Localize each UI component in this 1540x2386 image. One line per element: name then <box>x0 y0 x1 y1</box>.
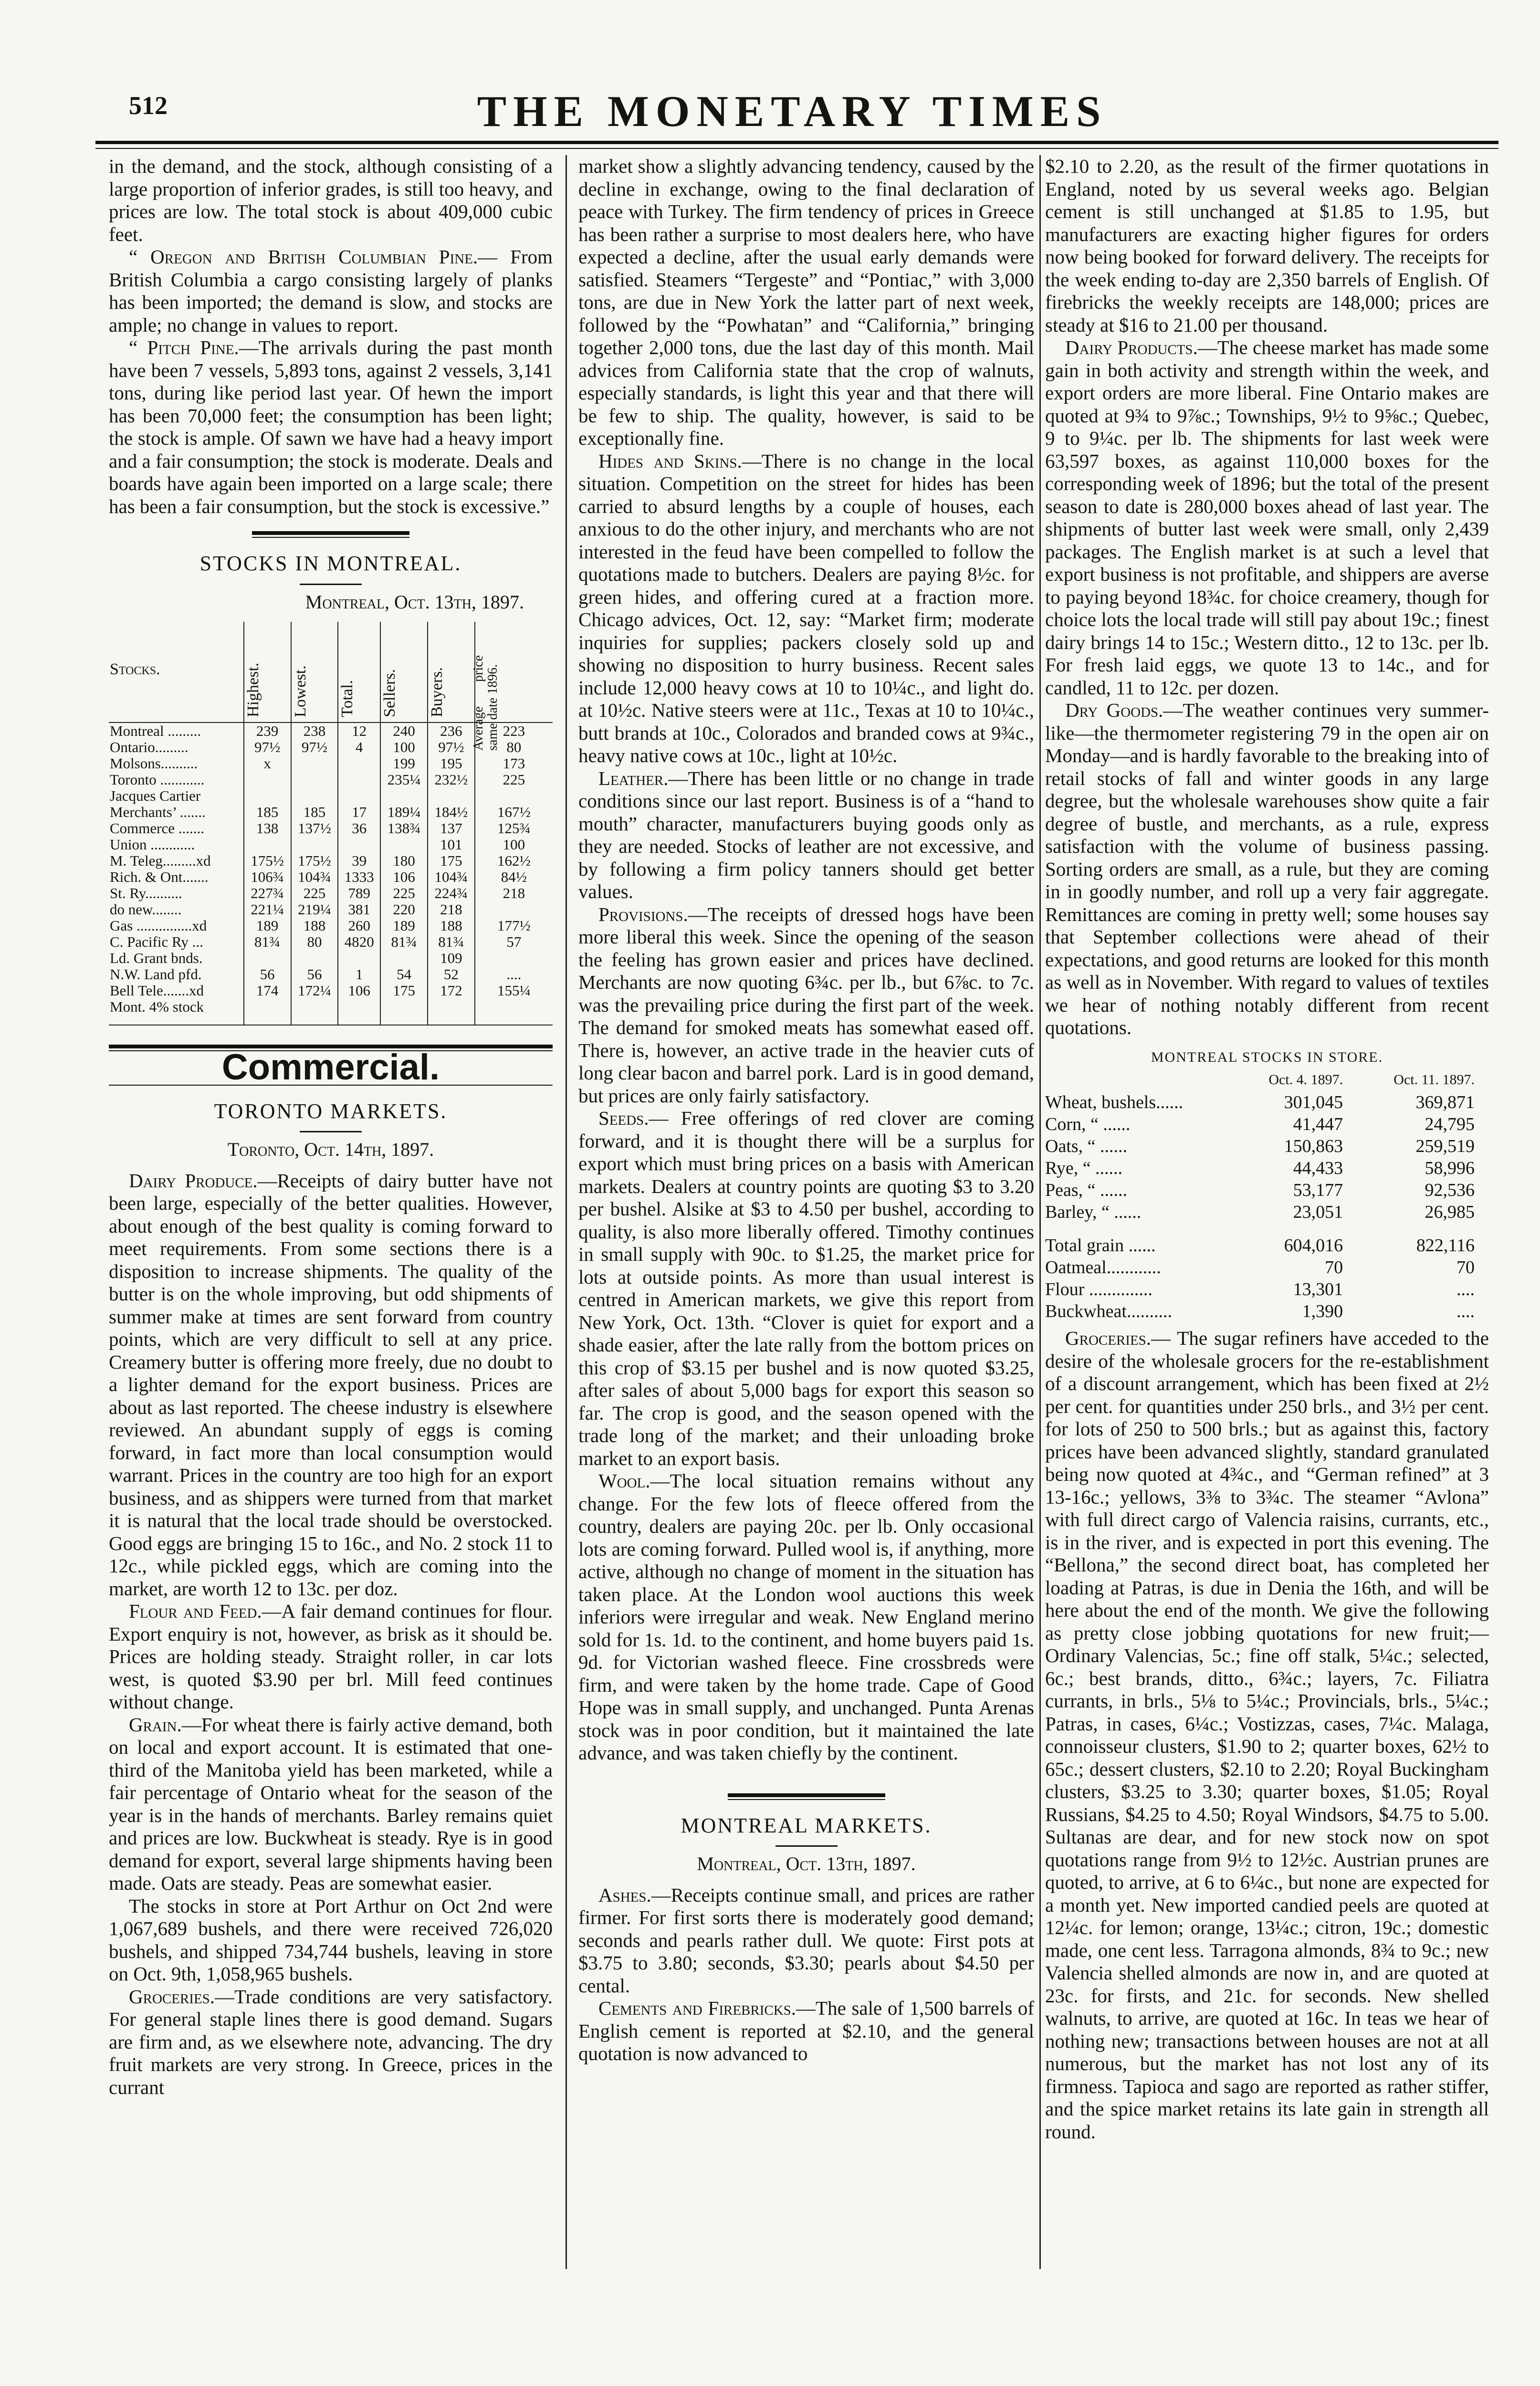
stock-value-cell: 39 <box>338 853 380 869</box>
stock-value-cell: 167½ <box>475 804 553 820</box>
paragraph: market show a slightly advancing tendency, caused by the decline in exchange, owing to the final declaration of peace with Turkey. The firm tendency of prices in Greece has been rather a surprise to most dealers here, who have expected a decline, after the usual early demands were satisfied. Steamers “Tergeste” and “Pontiac,” with 3,000 tons, are due in New York the latter part of next week, followed by the “Powhatan” and “California,” bringing together 2,000 tons, due the last day of this month. Mail advices from California state that the crop of walnuts, especially standards, is light this year and that there will be few to ship. The quality, however, is said to be exceptionally fine. <box>578 155 1034 449</box>
stock-value-cell <box>475 788 553 804</box>
paragraph-text: The weather continues very summer-like—the thermometer registering 79 in the open air on Monday—and is hardly favorable to the breaking into of retail stocks of fall and winter goods in any large degree, but the wholesale warehouses show quite a fair degree of bustle, and merchants, as a rule, express satisfaction with the volume of business passing. Sorting orders are small, as a rule, but they are coming in in goodly number, and roll up a very fair aggregate. Remittances are coming in pretty well; some houses say that September collections were ahead of their expectations, and good returns are looked for this month as well as in November. With regard to values of textiles we hear of nothing notably different from recent quotations. <box>1045 699 1489 1038</box>
stocks-col-header: Stocks. <box>109 622 244 722</box>
store-value-cell: 150,863 <box>1284 1136 1343 1156</box>
stock-value-cell <box>475 950 553 966</box>
toronto-heading: TORONTO MARKETS. <box>214 1099 448 1123</box>
stock-name-cell: Commerce ....... <box>110 820 205 837</box>
stock-value-cell: 175½ <box>244 853 291 869</box>
paragraph <box>578 1470 1034 1765</box>
stocks-col-header-text: Lowest. <box>291 665 309 717</box>
paragraph-text: The sale of 1,500 barrels of English cement is reported at $2.10, and the general quotation is now advanced to <box>578 1997 1034 2064</box>
stock-value-cell <box>380 950 428 966</box>
stock-value-cell: 36 <box>338 820 380 837</box>
table-row <box>109 885 553 901</box>
paragraph <box>109 1986 553 2099</box>
stock-value-cell: 137 <box>428 820 475 837</box>
stock-value-cell <box>428 788 475 804</box>
table-row <box>109 918 553 934</box>
table-row <box>109 837 553 853</box>
stock-value-cell: 138¾ <box>380 820 428 837</box>
store-label-cell: Oatmeal............ <box>1045 1257 1161 1277</box>
stocks-dateline: Montreal, Oct. 13th, 1897. <box>305 591 524 613</box>
table-row <box>1045 1256 1489 1278</box>
section-head: Provisions.— <box>598 903 708 925</box>
paragraph <box>578 1884 1034 1998</box>
table-row <box>109 869 553 885</box>
stock-value-cell: 106 <box>338 983 380 999</box>
table-row <box>109 804 553 820</box>
stock-name-cell: do new........ <box>110 901 182 918</box>
store-value-cell: 58,996 <box>1425 1158 1475 1178</box>
stock-value-cell: 80 <box>291 934 338 950</box>
stock-value-cell: 12 <box>338 722 380 739</box>
table-row <box>1045 1157 1489 1179</box>
stock-value-cell: 1 <box>338 966 380 983</box>
stock-value-cell: 225 <box>475 772 553 788</box>
store-value-cell: 23,051 <box>1293 1202 1343 1222</box>
store-label-cell: Wheat, bushels...... <box>1045 1092 1184 1112</box>
stocks-heading: STOCKS IN MONTREAL. <box>199 552 462 575</box>
store-label-cell: Barley, “ ...... <box>1045 1202 1142 1222</box>
stock-value-cell: 189 <box>244 918 291 934</box>
stock-value-cell: 81¾ <box>428 934 475 950</box>
paragraph-text: A fair demand continues for flour. Export enquiry is not, however, as brisk as it should be. Prices are holding steady. Straight roller, in car lots west, is quoted $3.90 per brl. Mill feed continues without change. <box>109 1600 553 1713</box>
stock-name-cell: M. Teleg.........xd <box>110 852 211 869</box>
table-row <box>109 788 553 804</box>
store-value-cell: 822,116 <box>1416 1235 1475 1256</box>
header-rule <box>95 141 1498 144</box>
stock-value-cell <box>291 788 338 804</box>
section-rule-thin <box>728 1799 885 1800</box>
column-1 <box>109 155 553 2293</box>
stock-value-cell: 220 <box>380 901 428 918</box>
stock-name-cell: Toronto ............ <box>110 771 205 788</box>
paragraph <box>109 246 553 336</box>
section-head: “ Pitch Pine.— <box>129 336 259 358</box>
store-label-cell: Flour .............. <box>1045 1279 1152 1299</box>
stock-value-cell: 235¼ <box>380 772 428 788</box>
stock-value-cell <box>291 837 338 853</box>
stock-value-cell: 173 <box>475 755 553 772</box>
paragraph-text: For wheat there is fairly active demand, both on local and export account. It is estimated that one-third of the Manitoba yield has been marketed, while a fair percentage of Ontario wheat for the season of the year is in the hands of merchants. Barley remains quiet and prices are low. Buckwheat is steady. Rye is in good demand for export, several large shipments having been made. Oats are steady. Peas are somewhat easier. <box>109 1713 553 1894</box>
short-rule <box>775 1845 838 1847</box>
store-value-cell: .... <box>1456 1301 1475 1321</box>
store-value-cell: 41,447 <box>1293 1114 1343 1134</box>
stock-value-cell <box>244 788 291 804</box>
store-header-blank <box>1045 1068 1235 1091</box>
stock-value-cell <box>291 950 338 966</box>
stock-value-cell <box>338 772 380 788</box>
stock-value-cell <box>291 772 338 788</box>
paragraph <box>1045 336 1489 699</box>
stocks-table <box>109 622 553 1026</box>
stocks-col-header <box>291 622 338 722</box>
paragraph-text: The arrivals during the past month have been 7 vessels, 5,893 tons, against 2 vessels, 3,141 tons, during like period last year. Of hewn the import has been 70,000 feet; the consumption has been light; the stock is ample. Of sawn we have had a heavy import and a fair consumption; the stock is moderate. Deals and boards have again been imported on a large scale; there has been a fair consumption, but the stock is excessive.” <box>109 336 553 517</box>
header-rule-thin <box>95 148 1498 149</box>
stock-value-cell <box>380 788 428 804</box>
store-label-cell: Oats, “ ...... <box>1045 1136 1128 1156</box>
stock-name-cell: Jacques Cartier <box>110 787 201 804</box>
store-value-cell: .... <box>1456 1279 1475 1299</box>
stock-value-cell: 789 <box>338 885 380 901</box>
stock-value-cell <box>475 999 553 1025</box>
stock-value-cell: 97½ <box>428 739 475 755</box>
paragraph <box>1045 699 1489 1039</box>
section-rule <box>252 531 409 535</box>
stock-value-cell: 52 <box>428 966 475 983</box>
stock-value-cell: 106¾ <box>244 869 291 885</box>
store-value-cell: 70 <box>1456 1257 1475 1277</box>
stock-value-cell: 218 <box>475 885 553 901</box>
section-head: Ashes.— <box>598 1884 671 1906</box>
paragraph <box>578 767 1034 903</box>
stocks-col-header <box>428 622 475 722</box>
stocks-col-header <box>380 622 428 722</box>
store-table-header <box>1045 1068 1489 1091</box>
stock-value-cell <box>475 901 553 918</box>
store-label-cell: Rye, “ ...... <box>1045 1158 1123 1178</box>
store-label-cell: Peas, “ ...... <box>1045 1180 1128 1200</box>
stock-value-cell: 185 <box>291 804 338 820</box>
page-number: 512 <box>129 91 168 120</box>
stock-value-cell: 238 <box>291 722 338 739</box>
stock-name-cell: Molsons.......... <box>110 755 198 772</box>
stock-value-cell <box>291 999 338 1025</box>
stock-value-cell <box>338 950 380 966</box>
toronto-dateline: Toronto, Oct. 14th, 1897. <box>227 1139 434 1160</box>
stock-value-cell: 138 <box>244 820 291 837</box>
store-value-cell: 92,536 <box>1425 1180 1475 1200</box>
stocks-col-header-text: Sellers. <box>381 669 399 717</box>
store-value-cell: 259,519 <box>1415 1136 1475 1156</box>
store-value-cell: 13,301 <box>1293 1279 1343 1299</box>
stock-value-cell: 185 <box>244 804 291 820</box>
stock-value-cell: 81¾ <box>380 934 428 950</box>
stock-name-cell: Mont. 4% stock <box>109 999 244 1025</box>
table-row <box>109 950 553 966</box>
stock-name-cell: Montreal ......... <box>110 722 201 739</box>
stock-value-cell: 100 <box>380 739 428 755</box>
commercial-heading: Commercial. <box>221 1047 440 1088</box>
stock-value-cell: 101 <box>428 837 475 853</box>
stock-name-cell: Ld. Grant bnds. <box>110 950 203 966</box>
store-value-cell: 1,390 <box>1302 1301 1343 1321</box>
paragraph-text: The cheese market has made some gain in both activity and strength within the week, and export orders are more liberal. Fine Ontario makes are quoted at 9¾ to 9⅞c.; Townships, 9½ to 9⅝c.; Quebec, 9 to 9¼c. per lb. The shipments for last week were 63,597 boxes, as against 110,000 boxes for the corresponding week of 1896; but the total of the present season to date is 280,000 boxes ahead of last year. The shipments of butter last week were small, only 2,439 packages. The English market is at such a level that export business is not profitable, and shippers are averse to paying beyond 18¾c. for choice creamery, though for choice lots the local trade will still pay about 19c.; finest dairy brings 14 to 15c.; Western ditto., 12 to 13c. per lb. For fresh laid eggs, we quote 13 to 14c., and for candled, 11 to 12c. per dozen. <box>1045 336 1489 699</box>
section-head: Hides and Skins.— <box>598 450 762 472</box>
store-value-cell: 369,871 <box>1415 1092 1475 1112</box>
table-row <box>109 983 553 999</box>
store-value-cell: 604,016 <box>1284 1235 1343 1256</box>
stock-value-cell: 224¾ <box>428 885 475 901</box>
store-table <box>1045 1068 1489 1322</box>
section-head: Leather.— <box>598 767 688 789</box>
paragraph-text: The sugar refiners have acceded to the desire of the wholesale grocers for the re-establishment of a discount arrangement, which has been fixed at 2½ per cent. for quantities under 250 brls., and 3½ per cent. for lots of 250 to 500 brls.; but as against this, factory prices have been advanced slightly, standard granulated being now quoted at 4¾c., and “German refined” at 3 13-16c.; yellows, 3⅜ to 3¾c. The steamer “Avlona” with full direct cargo of Valencia raisins, currants, etc., is in the river, and is expected in port this evening. The “Bellona,” the second direct boat, has completed her loading at Patras, is due in Denia the 16th, and will be here about the end of the month. We give the following as pretty close jobbing quotations for new fruit;—Ordinary Valencias, 5c.; fine off stalk, 5¼c.; selected, 6c.; best brands, ditto., 6¾c.; layers, 7c. Filiatra currants, in brls., 5⅛ to 5¼c.; Provincials, brls., 5¼c.; Patras, in cases, 6¼c.; Vostizzas, cases, 7¼c. Malaga, connoisseur clusters, $1.90 to 2; quarter boxes, 62½ to 65c.; dessert clusters, $2.10 to 2.20; Royal Buckingham clusters, $3.25 to 3.30; quarter boxes, $1.05; Royal Russians, $4.25 to 4.50; Royal Windsors, $4.75 to 5.00. Sultanas are dear, and for new stock now on spot quotations range from 9½ to 12½c. Austrian prunes are quoted, to arrive, at 6 to 6¼c., but none are expected for a month yet. New imported candied peels are quoted at 12¼c. for lemon; orange, 13¼c.; citron, 19c.; domestic made, one cent less. Tarragona almonds, 8¾ to 9c.; new Valencia shelled almonds are now in, and are quoted at 23c. for firsts, and 21c. for seconds. New shelled walnuts, to arrive, are quoted at 16c. In teas we hear of nothing new; transactions between houses are not at all numerous, but the market has not lost any of its firmness. Tapioca and sago are reported as rather stiffer, and the spice market retains its late gain in strength all round. <box>1045 1327 1489 2143</box>
paragraph: $2.10 to 2.20, as the result of the firmer quotations in England, noted by us several weeks ago. Belgian cement is still unchanged at $1.85 to 1.95, but manufacturers are exacting higher figures for orders now being booked for forward delivery. The receipts for the week ending to-day are 2,350 barrels of English. Of firebricks the weekly receipts are 148,000; prices are steady at $16 to 21.00 per thousand. <box>1045 155 1489 336</box>
paragraph-text: Receipts continue small, and prices are rather firmer. For first sorts there is moderately good demand; seconds and pearls rather dull. We quote: First pots at $3.75 to 3.80; seconds, $3.30; pearls about $4.50 per cental. <box>578 1884 1034 1997</box>
stock-value-cell: 221¼ <box>244 901 291 918</box>
stock-value-cell: 223 <box>475 722 553 739</box>
stock-value-cell: 172¼ <box>291 983 338 999</box>
section-head: “ Oregon and British Columbian Pine.— <box>129 246 498 268</box>
stock-value-cell: 381 <box>338 901 380 918</box>
page-header <box>86 86 1498 138</box>
stock-value-cell: 184½ <box>428 804 475 820</box>
stock-value-cell <box>338 837 380 853</box>
stock-value-cell: 218 <box>428 901 475 918</box>
stock-value-cell: 137½ <box>291 820 338 837</box>
stock-value-cell: 189 <box>380 918 428 934</box>
stocks-col-header-text: Total. <box>338 680 356 717</box>
stock-value-cell <box>244 999 291 1025</box>
stock-value-cell: 97½ <box>244 739 291 755</box>
stock-name-cell: Union ............ <box>110 836 195 853</box>
store-header-col-a: Oct. 4. 1897. <box>1268 1072 1343 1088</box>
stock-value-cell: 172 <box>428 983 475 999</box>
stock-value-cell: 104¾ <box>428 869 475 885</box>
stock-value-cell: 104¾ <box>291 869 338 885</box>
table-row <box>109 853 553 869</box>
stock-name-cell: Gas ...............xd <box>110 917 207 934</box>
paragraph <box>578 450 1034 767</box>
stock-value-cell <box>338 999 380 1025</box>
table-row <box>1045 1113 1489 1135</box>
stock-value-cell: 125¾ <box>475 820 553 837</box>
paragraph-text: Receipts of dairy butter have not been large, especially of the better qualities. However, about enough of the best quality is coming forward to meet requirements. From some sections there is a disposition to increase shipments. The quality of the butter is on the whole improving, but odd shipments of summer make at times are sent forward from country points, which are very difficult to sell at any price. Creamery butter is offering more freely, due no doubt to a lighter demand for the export business. Prices are about as last reported. The cheese industry is elsewhere reviewed. An abundant supply of eggs is coming forward, in fact more than local consumption would warrant. Prices in the country are too high for an export business, and as shippers were turned from that market it is natural that the local trade should be overstocked. Good eggs are bringing 15 to 16c., and No. 2 stock 11 to 12c., while pickled eggs, which are coming into the market, are worth 12 to 13c. per doz. <box>109 1169 553 1600</box>
stock-value-cell: 106 <box>380 869 428 885</box>
stock-value-cell: 1333 <box>338 869 380 885</box>
stock-value-cell: 175 <box>428 853 475 869</box>
store-label-cell: Corn, “ ...... <box>1045 1114 1131 1134</box>
table-row <box>109 966 553 983</box>
stock-value-cell: 232½ <box>428 772 475 788</box>
stock-name-cell: St. Ry.......... <box>110 885 182 901</box>
stock-value-cell <box>244 772 291 788</box>
stock-value-cell: 174 <box>244 983 291 999</box>
column-divider <box>566 155 567 2269</box>
section-head: Dairy Products.— <box>1065 336 1217 358</box>
section-head: Groceries.— <box>1065 1327 1171 1349</box>
paragraph <box>1045 1327 1489 2143</box>
stocks-table-body <box>109 722 553 1025</box>
short-rule <box>300 584 362 585</box>
paragraph <box>578 1997 1034 2065</box>
section-head: Cements and Firebricks.— <box>598 1997 816 2019</box>
stock-value-cell: 57 <box>475 934 553 950</box>
store-value-cell: 70 <box>1325 1257 1343 1277</box>
table-row <box>109 901 553 918</box>
store-table-body <box>1045 1091 1489 1322</box>
table-row <box>1045 1223 1489 1256</box>
store-table-title: MONTREAL STOCKS IN STORE. <box>1151 1049 1383 1065</box>
stock-name-cell: C. Pacific Ry ... <box>110 933 203 950</box>
stock-name-cell: Rich. & Ont....... <box>110 869 209 885</box>
stock-value-cell: 225 <box>380 885 428 901</box>
stock-value-cell: 54 <box>380 966 428 983</box>
table-row <box>109 999 553 1025</box>
section-head: Wool.— <box>598 1470 670 1492</box>
column-divider <box>1039 155 1041 2269</box>
store-value-cell: 53,177 <box>1293 1180 1343 1200</box>
section-head: Dairy Produce.— <box>129 1169 277 1192</box>
section-rule <box>728 1793 885 1797</box>
section-head: Flour and Feed.— <box>129 1600 282 1622</box>
stock-value-cell: 109 <box>428 950 475 966</box>
stock-value-cell: 175 <box>380 983 428 999</box>
stock-name-cell: Ontario......... <box>110 739 189 755</box>
table-row <box>1045 1278 1489 1300</box>
section-head: Dry Goods.— <box>1065 699 1183 721</box>
stock-value-cell <box>291 755 338 772</box>
stocks-col-header-text: Highest. <box>244 662 262 717</box>
stock-value-cell: 239 <box>244 722 291 739</box>
stock-value-cell: 56 <box>291 966 338 983</box>
paragraph: The stocks in store at Port Arthur on Oct 2nd were 1,067,689 bushels, and there were received 726,020 bushels, and shipped 734,744 bushels, leaving in store on Oct. 9th, 1,058,965 bushels. <box>109 1894 553 1985</box>
stock-value-cell <box>244 950 291 966</box>
store-value-cell: 44,433 <box>1293 1158 1343 1178</box>
table-row <box>109 820 553 837</box>
table-row <box>1045 1201 1489 1223</box>
table-row <box>1045 1300 1489 1322</box>
stock-value-cell <box>380 837 428 853</box>
table-row <box>109 755 553 772</box>
store-value-cell: 26,985 <box>1425 1202 1475 1222</box>
stock-value-cell: 188 <box>291 918 338 934</box>
stocks-col-header-text: Buyers. <box>428 667 446 717</box>
stock-name-cell: N.W. Land pfd. <box>110 966 202 983</box>
stocks-col-header-text: Average price same date 1896. <box>471 655 500 751</box>
stock-value-cell: 225 <box>291 885 338 901</box>
paragraph-text: Free offerings of red clover are coming forward, and it is thought there will be a surplus for export which must bring prices on a basis with American markets. Dealers at country points are quoting $3 to 3.20 per bushel. Alsike at $3 to 4.50 per bushel, according to quality, is also more liberally offered. Timothy continues in small supply with 90c. to $1.25, the market price for lots at outside points. As more than usual interest is centred in American markets, we give this report from New York, Oct. 13th. “Clover is quiet for export and a shade easier, after the late rally from the bottom prices on this crop of $3.15 per bushel and is now quoted $3.25, after sales of about 5,000 bags for export this season so far. The crop is good, and the season opened with the trade long of the market; and their unloading broke market to an export basis. <box>578 1107 1034 1469</box>
stock-value-cell: 227¾ <box>244 885 291 901</box>
stock-value-cell: 180 <box>380 853 428 869</box>
stock-value-cell: 81¾ <box>244 934 291 950</box>
store-label-cell: Total grain ...... <box>1045 1235 1156 1256</box>
masthead-title: THE MONETARY TIMES <box>477 87 1108 136</box>
stock-name-cell: Bell Tele.......xd <box>110 982 204 999</box>
stock-value-cell: 56 <box>244 966 291 983</box>
paragraph-text: There has been little or no change in trade conditions since our last report. Business is of a “hand to mouth” character, manufacturers buying goods only as they are needed. Stocks of leather are not excessive, and by following a firm policy tanners should get better values. <box>578 767 1034 902</box>
stock-value-cell: 155¼ <box>475 983 553 999</box>
paragraph <box>578 903 1034 1108</box>
paragraph <box>109 1600 553 1714</box>
stock-value-cell: .... <box>475 966 553 983</box>
column-3 <box>1045 155 1489 2293</box>
paragraph-text: The local situation remains without any change. For the few lots of fleece offered from the country, dealers are paying 20c. per lb. Only occasional lots are coming forward. Pulled wool is, if anything, more active, although no change of moment in the situation has taken place. At the London wool auctions this week inferiors were irregular and weak. New England merino sold for 1s. 1d. to the continent, and home buyers paid 1s. 9d. for Victorian washed fleece. Fine crossbreds were firm, and were taken by the home trade. Cape of Good Hope was in small supply, and unchanged. Punta Arenas stock was in poor condition, but it maintained the late advance, and was taken chiefly by the continent. <box>578 1470 1034 1764</box>
store-label-cell: Buckwheat.......... <box>1045 1301 1172 1321</box>
paragraph <box>109 1170 553 1601</box>
stock-value-cell: 97½ <box>291 739 338 755</box>
stock-value-cell: 189¼ <box>380 804 428 820</box>
stock-value-cell: 177½ <box>475 918 553 934</box>
stock-value-cell: 4 <box>338 739 380 755</box>
montreal-heading: MONTREAL MARKETS. <box>681 1813 932 1837</box>
stocks-table-header <box>109 622 553 722</box>
paragraph <box>109 1714 553 1895</box>
paragraph: in the demand, and the stock, although consisting of a large proportion of inferior grades, is still too heavy, and prices are low. The total stock is about 409,000 cubic feet. <box>109 155 553 245</box>
stock-value-cell: 80 <box>475 739 553 755</box>
montreal-dateline: Montreal, Oct. 13th, 1897. <box>697 1853 916 1874</box>
short-rule <box>300 1131 362 1132</box>
stock-value-cell <box>244 837 291 853</box>
paragraph-text: The receipts of dressed hogs have been more liberal this week. Since the opening of the season the feeling has grown easier and prices have declined. Merchants are now quoting 6¾c. per lb., but 6⅞c. to 7c. was the prevailing price during the first part of the week. The demand for smoked meats has somewhat eased off. There is, however, an active trade in the heavier cuts of long clear bacon and barrel pork. Lard is in good demand, but prices are only fairly satisfactory. <box>578 903 1034 1107</box>
store-header-col-b: Oct. 11. 1897. <box>1393 1072 1475 1088</box>
table-row <box>109 772 553 788</box>
stock-value-cell <box>338 755 380 772</box>
paragraph-text: Trade conditions are very satisfactory. For general staple lines there is good demand. Sugars are firm and, as we elsewhere note, advancing. The dry fruit markets are very strong. In Greece, prices in the currant <box>109 1985 553 2098</box>
store-value-cell: 24,795 <box>1425 1114 1475 1134</box>
paragraph-text: There is no change in the local situation. Competition on the street for hides has been carried to absurd lengths by a couple of houses, each anxious to do the other injury, and merchants who are not interested in the feud have been compelled to follow the quotations made to butchers. Dealers are paying 8½c. for green hides, and offering cured at a fraction more. Chicago advices, Oct. 12, say: “Market firm; moderate inquiries for supplies; packers closely sold up and showing no disposition to hurry business. Recent sales include 12,000 heavy cows at 10 to 10¼c., and light do. at 10½c. Native steers were at 11c., Texas at 10 to 10¼c., butt brands at 10c., Colorados and branded cows at 9¾c., heavy native cows at 10c., light at 10½c. <box>578 450 1034 766</box>
section-head: Groceries.— <box>129 1985 235 2008</box>
stock-value-cell: 236 <box>428 722 475 739</box>
stock-value-cell <box>338 788 380 804</box>
stock-value-cell: 17 <box>338 804 380 820</box>
table-row <box>1045 1135 1489 1157</box>
stock-value-cell <box>380 999 428 1025</box>
stock-value-cell: 260 <box>338 918 380 934</box>
stock-value-cell: 188 <box>428 918 475 934</box>
store-value-cell: 301,045 <box>1284 1092 1343 1112</box>
table-row <box>1045 1179 1489 1201</box>
stocks-col-header <box>338 622 380 722</box>
stock-value-cell: 219¼ <box>291 901 338 918</box>
table-row <box>1045 1091 1489 1113</box>
stock-value-cell: 199 <box>380 755 428 772</box>
paragraph <box>578 1107 1034 1470</box>
stock-value-cell: 240 <box>380 722 428 739</box>
paragraph <box>109 336 553 518</box>
paragraph-text: From British Columbia a cargo consisting largely of planks has been imported; the demand is slow, and stocks are ample; no change in values to report. <box>109 246 553 336</box>
stocks-col-header <box>244 622 291 722</box>
stock-value-cell: 4820 <box>338 934 380 950</box>
stock-value-cell: 175½ <box>291 853 338 869</box>
stock-value-cell: 162½ <box>475 853 553 869</box>
stock-name-cell: Merchants’ ....... <box>110 804 206 820</box>
section-head: Seeds.— <box>598 1107 669 1129</box>
stock-value-cell <box>428 999 475 1025</box>
section-rule-thin <box>252 537 409 538</box>
column-2 <box>578 155 1034 2293</box>
section-head: Grain.— <box>129 1713 201 1736</box>
stock-value-cell: x <box>244 755 291 772</box>
stock-value-cell: 195 <box>428 755 475 772</box>
stock-value-cell: 84½ <box>475 869 553 885</box>
table-row <box>109 934 553 950</box>
stock-value-cell: 100 <box>475 837 553 853</box>
